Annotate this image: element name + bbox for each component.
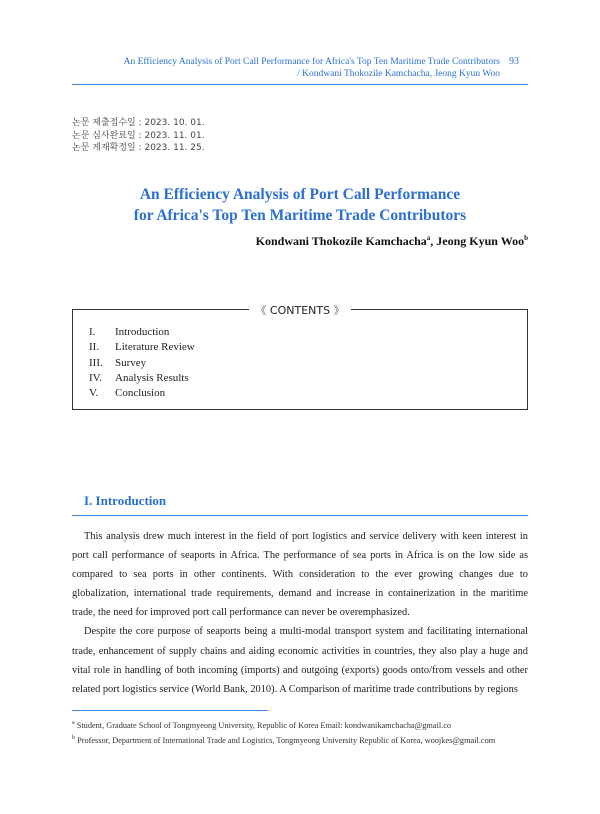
- author-line: [256, 234, 528, 249]
- toc-item[interactable]: [89, 371, 195, 386]
- running-authors: / Kondwani Thokozile Kamchacha, Jeong Kyun Woo: [297, 69, 500, 79]
- section-heading: I. Introduction: [84, 493, 167, 508]
- date-reviewed: 논문 심사완료일 : 2023. 11. 01.: [72, 130, 205, 141]
- submission-dates: [72, 117, 205, 155]
- toc-label: Analysis Results: [115, 371, 189, 384]
- contents-box: [72, 304, 528, 410]
- footnote-b: [72, 732, 495, 747]
- author-1-mark: a: [426, 234, 431, 242]
- running-title: An Efficiency Analysis of Port Call Performance for Africa's Top Ten Maritime Trade Contributors: [123, 57, 500, 67]
- toc-item[interactable]: [89, 386, 195, 401]
- toc-item[interactable]: [89, 325, 195, 340]
- body-text: [72, 527, 528, 699]
- toc-number: III.: [89, 356, 103, 369]
- footnote-mark: b: [72, 735, 75, 742]
- table-of-contents: [89, 325, 195, 401]
- toc-number: II.: [89, 341, 100, 354]
- toc-label: Conclusion: [115, 387, 166, 400]
- footnote-a: [72, 717, 495, 732]
- author-2-mark: b: [524, 234, 528, 242]
- contents-title: 《 CONTENTS 》: [249, 304, 350, 317]
- date-accepted: 논문 게재확정일 : 2023. 11. 25.: [72, 143, 205, 153]
- toc-item[interactable]: [89, 340, 195, 355]
- title-line-1: An Efficiency Analysis of Port Call Performance: [139, 186, 461, 203]
- footnote-rule: [72, 710, 268, 711]
- footnote-text: Professor, Department of International Trade and Logistics, Tongmyeong University Republic of Korea, woojkes@gmail.com: [77, 736, 496, 746]
- author-2: Jeong Kyun Woo: [436, 234, 525, 248]
- toc-number: I.: [89, 326, 96, 338]
- page-number: 93: [509, 56, 519, 67]
- footnote-text: Student, Graduate School of Tongmyeong University, Republic of Korea Email: kondwanikamchacha@gmail.co: [76, 720, 452, 730]
- header-rule: [72, 84, 528, 85]
- date-submitted: 논문 제출접수일 : 2023. 10. 01.: [72, 118, 205, 128]
- toc-label: Introduction: [115, 326, 170, 338]
- paragraph: Despite the core purpose of seaports being a multi-modal transport system and facilitating international trade, enhancement of supply chains and aiding economic activities in countries, they also play a huge and vital role in handling of both incoming (imports) and outgoing (exports) goods onto/from vessels and other related port logistics service (World Bank, 2010). A Comparison of maritime trade contributions by regions: [72, 626, 528, 695]
- paragraph: This analysis drew much interest in the field of port logistics and service delivery with keen interest in port call performance of seaports in Africa. The performance of sea ports in Africa is on the low side as compared to sea ports in other continents. With consideration to the ever growing changes due to globalization, international trade requirements, demand and increase in containerization in the maritime trade, the need for improved port call performance can never be overemphasized.: [72, 531, 528, 619]
- paper-title: [72, 184, 528, 226]
- running-head: [60, 56, 500, 80]
- footnote-mark: a: [72, 720, 75, 726]
- title-line-2: for Africa's Top Ten Maritime Trade Contributors: [133, 207, 467, 224]
- author-1: Kondwani Thokozile Kamchacha: [255, 234, 427, 248]
- author-separator: ,: [430, 234, 437, 248]
- toc-label: Survey: [115, 356, 147, 369]
- section-heading-rule: [72, 515, 528, 516]
- toc-number: IV.: [89, 371, 102, 384]
- toc-label: Literature Review: [115, 341, 195, 354]
- footnotes: [72, 717, 495, 748]
- toc-number: V.: [89, 387, 99, 400]
- toc-item[interactable]: [89, 356, 195, 371]
